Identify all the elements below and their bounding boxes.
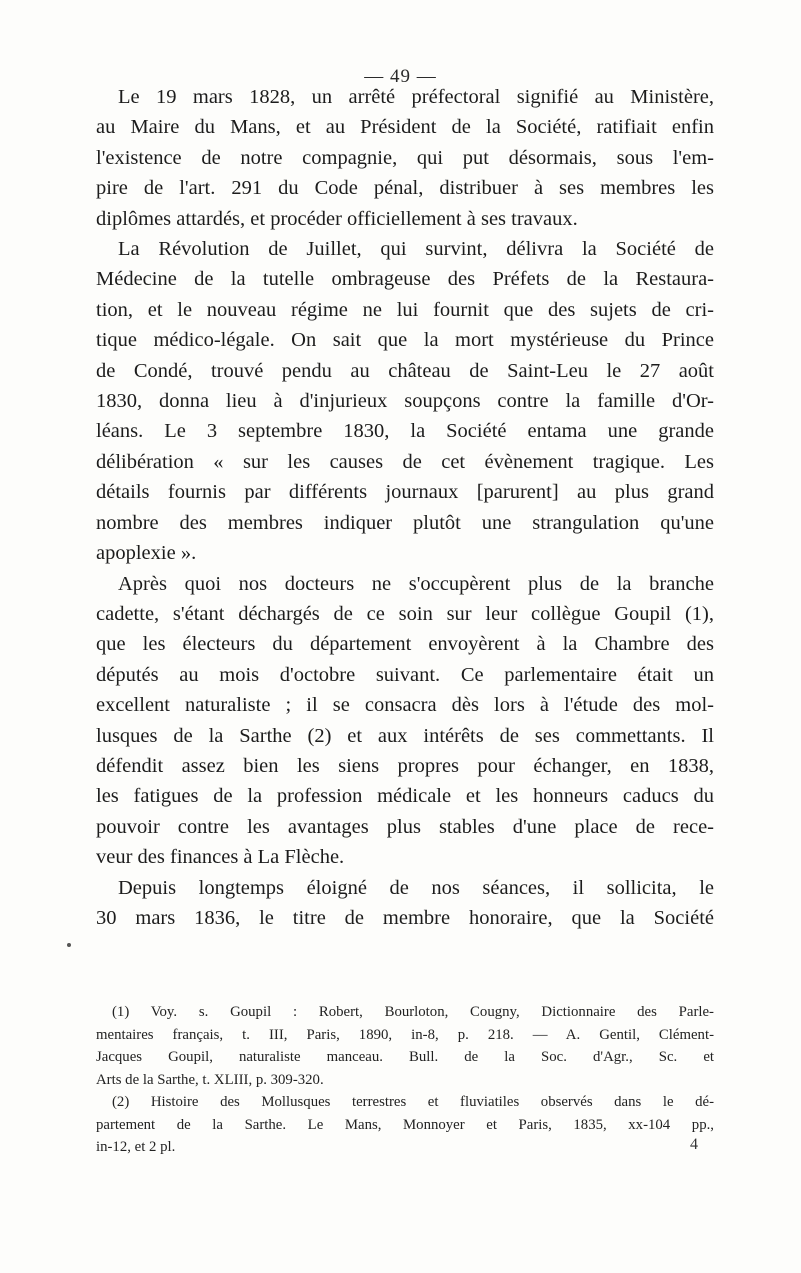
text-line: nombre des membres indiquer plutôt une strangulation qu'une — [96, 511, 714, 534]
text-line: excellent naturaliste ; il se consacra dès lors à l'étude des mol- — [96, 694, 714, 717]
footnote-line: in-12, et 2 pl. — [96, 1139, 176, 1155]
text-line: au Maire du Mans, et au Président de la Société, ratifiait enfin — [96, 116, 714, 139]
text-line: Médecine de la tutelle ombrageuse des Préfets de la Restaura- — [96, 268, 714, 291]
footnote-line: mentaires français, t. III, Paris, 1890, in-8, p. 218. — A. Gentil, Clément- — [96, 1026, 714, 1043]
signature-mark: 4 — [690, 1136, 698, 1153]
text-line: apoplexie ». — [96, 542, 197, 565]
text-line: 30 mars 1836, le titre de membre honoraire, que la Société — [96, 906, 714, 929]
text-line: cadette, s'étant déchargés de ce soin sur leur collègue Goupil (1), — [96, 602, 714, 625]
text-line: défendit assez bien les siens propres pour échanger, en 1838, — [96, 754, 714, 777]
text-line: les fatigues de la profession médicale et les honneurs caducs du — [96, 785, 714, 808]
footnote-1 — [96, 1001, 714, 1091]
footnote-line: (1) Voy. s. Goupil : Robert, Bourloton, Cougny, Dictionnaire des Parle- — [112, 1004, 714, 1020]
text-line: La Révolution de Juillet, qui survint, délivra la Société de — [118, 238, 714, 261]
footnote-line: Jacques Goupil, naturaliste manceau. Bull. de la Soc. d'Agr., Sc. et — [96, 1049, 714, 1065]
text-line: lusques de la Sarthe (2) et aux intérêts de ses commettants. Il — [96, 724, 714, 747]
paragraph — [96, 569, 714, 873]
text-line: Depuis longtemps éloigné de nos séances, il sollicita, le — [118, 876, 714, 899]
footnote-line: (2) Histoire des Mollusques terrestres et fluviatiles observés dans le dé- — [112, 1094, 714, 1110]
paragraph — [96, 234, 714, 568]
footnote-line: Arts de la Sarthe, t. XLIII, p. 309-320. — [96, 1071, 324, 1088]
text-line: tion, et le nouveau régime ne lui fournit que des sujets de cri- — [96, 298, 714, 321]
text-line: Le 19 mars 1828, un arrêté préfectoral signifié au Ministère, — [118, 86, 714, 108]
text-line: pouvoir contre les avantages plus stables d'une place de rece- — [96, 815, 714, 838]
text-line: l'existence de notre compagnie, qui put désormais, sous l'em- — [96, 146, 714, 169]
text-line: diplômes attardés, et procéder officiellement à ses travaux. — [96, 207, 578, 230]
text-line: de Condé, trouvé pendu au château de Saint-Leu le 27 août — [96, 359, 714, 382]
text-line: tique médico-légale. On sait que la mort mystérieuse du Prince — [96, 329, 714, 352]
text-line: 1830, donna lieu à d'injurieux soupçons contre la famille d'Or- — [96, 390, 714, 413]
text-line: léans. Le 3 septembre 1830, la Société entama une grande — [96, 420, 714, 443]
footnote-line: partement de la Sarthe. Le Mans, Monnoyer et Paris, 1835, xx-104 pp., — [96, 1116, 714, 1133]
footnotes — [96, 1001, 714, 1159]
text-line: délibération « sur les causes de cet évènement tragique. Les — [96, 450, 714, 473]
text-line: que les électeurs du département envoyèrent à la Chambre des — [96, 633, 714, 656]
ink-speck — [67, 943, 71, 947]
footnote-2 — [96, 1091, 714, 1159]
page-number-header: — 49 — — [364, 66, 437, 87]
text-line: députés au mois d'octobre suivant. Ce parlementaire était un — [96, 663, 714, 686]
text-line: veur des finances à La Flèche. — [96, 846, 345, 869]
text-line: Après quoi nos docteurs ne s'occupèrent plus de la branche — [118, 572, 714, 595]
paragraph — [96, 82, 714, 234]
paragraph — [96, 873, 714, 934]
text-line: détails fournis par différents journaux [parurent] au plus grand — [96, 481, 714, 504]
text-line: pire de l'art. 291 du Code pénal, distribuer à ses membres les — [96, 177, 714, 200]
main-text — [96, 82, 714, 933]
